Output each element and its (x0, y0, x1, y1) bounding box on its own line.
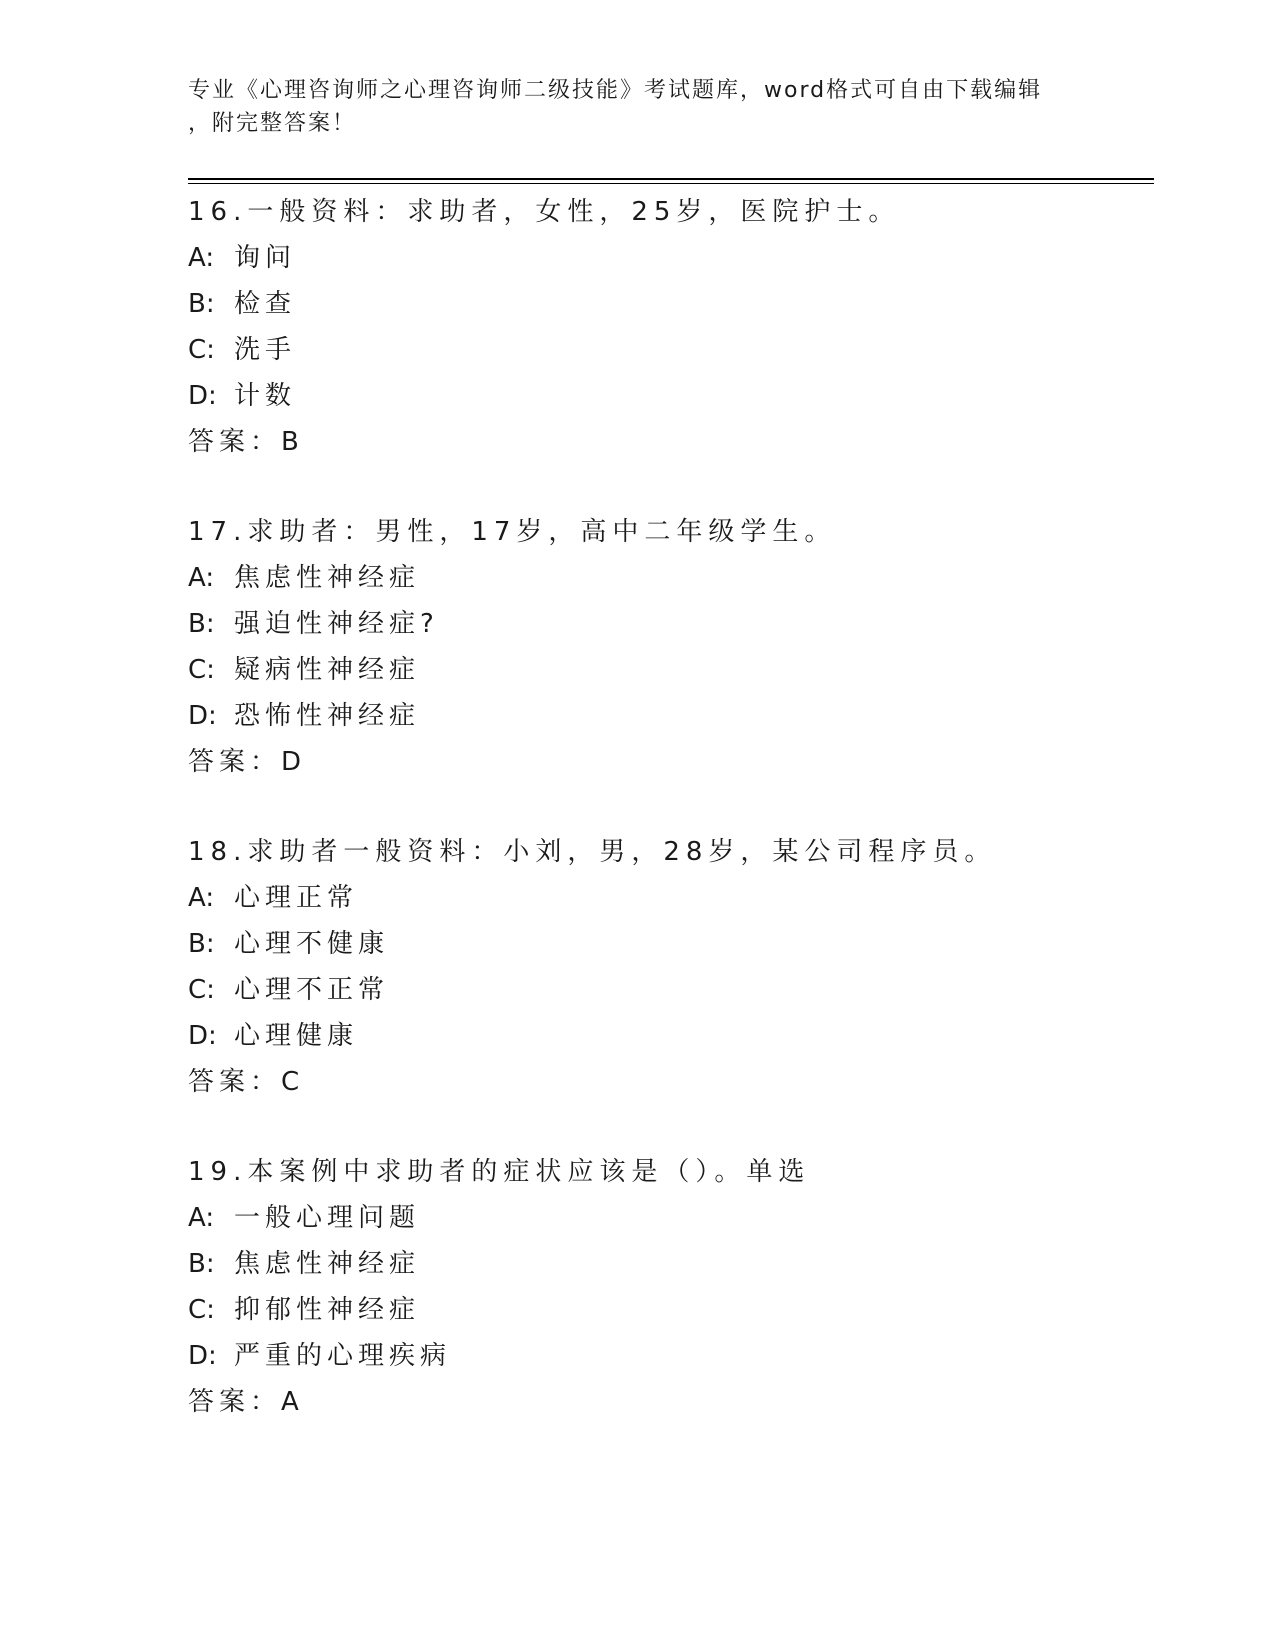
option-b (188, 281, 1148, 327)
question-19 (188, 1149, 1148, 1425)
option-c (188, 1287, 1148, 1333)
option-text: 检查 (234, 289, 297, 319)
answer-line: 答案：D (188, 747, 307, 777)
option-letter: B: (188, 289, 215, 319)
option-b (188, 601, 1148, 647)
option-letter: C: (188, 1295, 215, 1325)
answer-line: 答案：C (188, 1067, 305, 1097)
question-list (188, 189, 1148, 1469)
option-a (188, 235, 1148, 281)
option-d (188, 693, 1148, 739)
option-text: 疑病性神经症 (234, 655, 421, 685)
option-text: 焦虑性神经症 (234, 563, 421, 593)
option-letter: A: (188, 1203, 215, 1233)
answer-line: 答案：B (188, 427, 304, 457)
option-letter: D: (188, 701, 217, 731)
option-text: 心理不健康 (234, 929, 390, 959)
question-stem: 17.求助者：男性，17岁，高中二年级学生。 (188, 517, 837, 547)
question-stem: 16.一般资料：求助者，女性，25岁，医院护士。 (188, 197, 901, 227)
header-divider-thin (188, 183, 1154, 184)
option-text: 洗手 (234, 335, 297, 365)
option-letter: B: (188, 609, 215, 639)
option-letter: D: (188, 1021, 217, 1051)
document-header (188, 74, 1068, 140)
option-text: 恐怖性神经症 (234, 701, 421, 731)
option-b (188, 1241, 1148, 1287)
option-text: 严重的心理疾病 (234, 1341, 452, 1371)
option-letter: A: (188, 243, 215, 273)
option-text: 心理健康 (234, 1021, 359, 1051)
option-text: 强迫性神经症? (234, 609, 439, 639)
option-letter: A: (188, 563, 215, 593)
option-a (188, 875, 1148, 921)
answer-line: 答案：A (188, 1387, 304, 1417)
option-c (188, 647, 1148, 693)
option-letter: B: (188, 929, 215, 959)
option-d (188, 1333, 1148, 1379)
option-text: 焦虑性神经症 (234, 1249, 421, 1279)
option-text: 心理正常 (234, 883, 359, 913)
option-letter: A: (188, 883, 215, 913)
option-letter: C: (188, 975, 215, 1005)
option-d (188, 373, 1148, 419)
option-a (188, 1195, 1148, 1241)
question-stem: 19.本案例中求助者的症状应该是（）。单选 (188, 1157, 811, 1187)
option-letter: C: (188, 655, 215, 685)
question-stem: 18.求助者一般资料：小刘，男，28岁，某公司程序员。 (188, 837, 997, 867)
option-c (188, 967, 1148, 1013)
question-18 (188, 829, 1148, 1105)
option-b (188, 921, 1148, 967)
option-text: 抑郁性神经症 (234, 1295, 421, 1325)
header-line-1: 专业《心理咨询师之心理咨询师二级技能》考试题库，word格式可自由下载编辑 (188, 78, 1043, 103)
option-letter: B: (188, 1249, 215, 1279)
option-text: 一般心理问题 (234, 1203, 421, 1233)
option-c (188, 327, 1148, 373)
question-16 (188, 189, 1148, 465)
header-line-2: ，附完整答案！ (188, 111, 357, 136)
option-letter: C: (188, 335, 215, 365)
question-17 (188, 509, 1148, 785)
option-text: 心理不正常 (234, 975, 390, 1005)
option-text: 计数 (234, 381, 297, 411)
header-divider-thick (188, 178, 1154, 180)
option-text: 询问 (234, 243, 297, 273)
option-letter: D: (188, 1341, 217, 1371)
option-d (188, 1013, 1148, 1059)
option-letter: D: (188, 381, 217, 411)
option-a (188, 555, 1148, 601)
